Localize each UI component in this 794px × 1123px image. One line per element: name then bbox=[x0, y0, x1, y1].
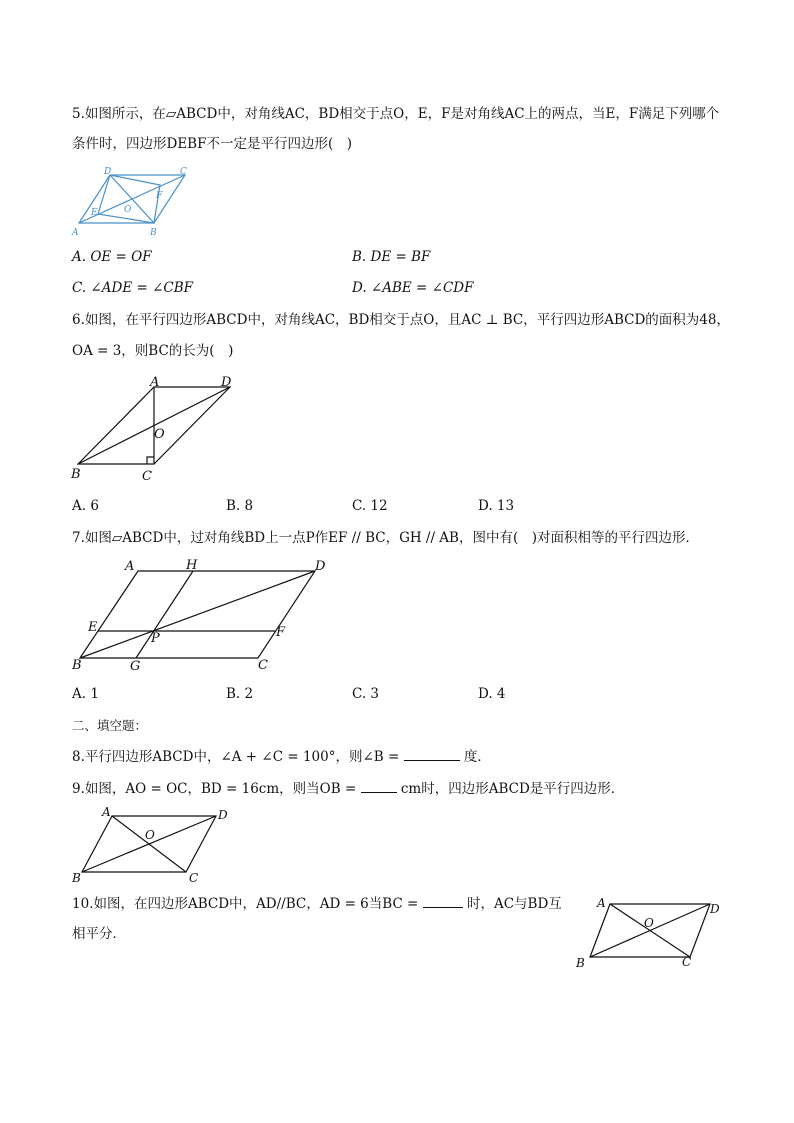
q7-option-b: B. 2 bbox=[226, 686, 254, 702]
q9-parallelogram-figure bbox=[70, 806, 235, 884]
q7-label-h: H bbox=[186, 558, 198, 573]
q5-option-b: B. DE = BF bbox=[352, 249, 431, 265]
q7-option-d: D. 4 bbox=[478, 686, 506, 702]
q5-text-line1: 5.如图所示，在▱ABCD中，对角线AC，BD相交于点O，E，F是对角线AC上的两点，当E，F满足下列哪个 bbox=[72, 106, 720, 122]
q6-label-o: O bbox=[154, 427, 165, 442]
q7-label-e: E bbox=[88, 620, 98, 635]
q10-label-d: D bbox=[710, 902, 720, 916]
q5-label-b: B bbox=[150, 228, 157, 238]
q7-option-a: A. 1 bbox=[72, 686, 99, 702]
q5-option-c: C. ∠ADE = ∠CBF bbox=[72, 280, 193, 296]
q7-option-c: C. 3 bbox=[352, 686, 380, 702]
q5-label-c: C bbox=[180, 167, 187, 177]
q8-suffix: 度． bbox=[463, 749, 491, 765]
q10-parallelogram-figure bbox=[572, 893, 727, 971]
section-fill-in-heading: 二、填空题： bbox=[72, 718, 148, 733]
q7-text-line1: 7.如图▱ABCD中，过对角线BD上一点P作EF // BC，GH // AB，图中有( )对面积相等的平行四边形． bbox=[72, 530, 700, 546]
q7-label-g: G bbox=[130, 659, 141, 674]
q6-option-b: B. 8 bbox=[226, 498, 254, 514]
q9-label-c: C bbox=[189, 871, 199, 885]
q6-option-d: D. 13 bbox=[478, 498, 515, 514]
q6-parallelogram-figure bbox=[70, 372, 240, 487]
q9-label-b: B bbox=[72, 871, 81, 885]
q9-prefix: 9.如图，AO = OC，BD = 16cm，则当OB = bbox=[72, 781, 357, 797]
q5-text-line2: 条件时，四边形DEBF不一定是平行四边形( ) bbox=[72, 136, 352, 152]
q9-label-a: A bbox=[102, 805, 111, 819]
q6-label-c: C bbox=[142, 469, 152, 484]
q8-answer-blank[interactable] bbox=[404, 746, 460, 761]
q10-label-o: O bbox=[644, 916, 654, 930]
q7-label-d: D bbox=[315, 559, 326, 574]
q5-label-o: O bbox=[124, 205, 132, 215]
q6-label-d: D bbox=[221, 375, 232, 390]
q9-suffix: cm时，四边形ABCD是平行四边形． bbox=[400, 781, 625, 797]
q6-text-line1: 6.如图，在平行四边形ABCD中，对角线AC，BD相交于点O，且AC ⊥ BC，平行四边形ABCD的面积为48， bbox=[72, 312, 730, 328]
q5-option-d: D. ∠ABE = ∠CDF bbox=[352, 280, 474, 296]
q6-option-c: C. 12 bbox=[352, 498, 388, 514]
q5-label-d: D bbox=[104, 167, 112, 177]
q10-answer-blank[interactable] bbox=[423, 893, 463, 908]
q10-text-line1 bbox=[72, 893, 562, 914]
q6-option-a: A. 6 bbox=[72, 498, 99, 514]
q7-label-b: B bbox=[72, 658, 82, 673]
q10-label-c: C bbox=[682, 955, 692, 969]
q10-label-b: B bbox=[576, 956, 585, 970]
q7-parallelogram-figure bbox=[68, 556, 348, 676]
q5-label-f: F bbox=[156, 191, 163, 201]
q7-label-f: F bbox=[276, 625, 286, 640]
q5-label-e: E bbox=[91, 208, 98, 218]
q9-label-o: O bbox=[145, 828, 155, 842]
q10-label-a: A bbox=[597, 896, 606, 910]
q6-label-b: B bbox=[71, 467, 81, 482]
q6-label-a: A bbox=[150, 375, 160, 390]
q8-text bbox=[72, 746, 491, 767]
q5-label-a: A bbox=[72, 228, 79, 238]
q10-text-line2: 相平分． bbox=[72, 926, 126, 942]
q7-label-a: A bbox=[125, 559, 135, 574]
q7-label-p: P bbox=[151, 631, 160, 646]
q9-label-d: D bbox=[218, 808, 228, 822]
q10-prefix: 10.如图，在四边形ABCD中，AD//BC，AD = 6当BC = bbox=[72, 896, 419, 912]
q7-label-c: C bbox=[258, 658, 268, 673]
q10-suffix: 时，AC与BD互 bbox=[466, 896, 562, 912]
q5-option-a: A. OE = OF bbox=[72, 249, 152, 265]
q6-text-line2: OA = 3，则BC的长为( ) bbox=[72, 343, 234, 359]
q9-text bbox=[72, 778, 624, 799]
q5-parallelogram-figure bbox=[70, 165, 200, 240]
q9-answer-blank[interactable] bbox=[361, 778, 397, 793]
q8-prefix: 8.平行四边形ABCD中，∠A + ∠C = 100°，则∠B = bbox=[72, 749, 400, 765]
